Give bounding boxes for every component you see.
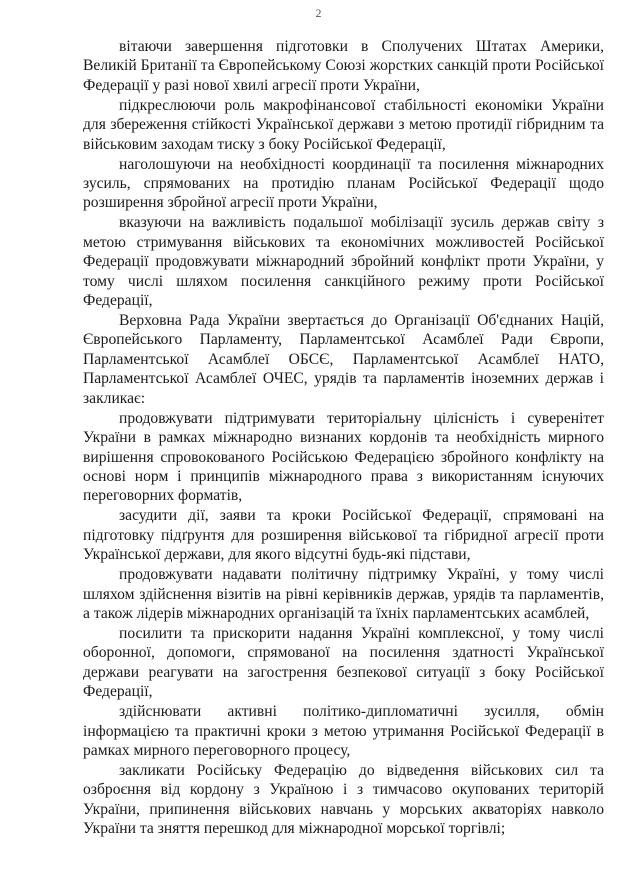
paragraph: засудити дії, заяви та кроки Російської Федерації, спрямовані на підготовку підґрунтя для розширення військової та гібридної агресії проти Української держави, для якого відсутні будь-які підстави, [83,507,604,564]
document-body [83,37,604,839]
paragraph: закликати Російську Федерацію до відведення військових сил та озброєння від кордону з Україною і з тимчасово окупованих територій України, припинення військових навчань у морських акваторіях навколо України та зняття перешкод для міжнародної морської торгівлі; [83,761,604,838]
paragraph: підкреслюючи роль макрофінансової стабільності економіки України для збереження стійкості Української держави з метою протидії гібридним та військовим заходам тиску з боку Російської Федерації, [83,96,604,153]
page-number: 2 [315,6,322,20]
paragraph: Верховна Рада України звертається до Організації Об'єднаних Націй, Європейського Парламенту, Парламентської Асамблеї Ради Європи, Парламентської Асамблеї ОБСЄ, Парламентської Асамблеї НАТО, Парламентської Асамблеї ОЧЕС, урядів та парламентів іноземних держав і закликає: [83,312,604,407]
paragraph: посилити та прискорити надання Україні комплексної, у тому числі оборонної, допомоги, спрямованої на посилення здатності Української держави реагувати на загострення безпекової ситуації з боку Російської Федерації, [83,624,604,701]
paragraph: наголошуючи на необхідності координації та посилення міжнародних зусиль, спрямованих на протидію планам Російської Федерації щодо розширення збройної агресії проти України, [83,155,604,212]
paragraph: продовжувати підтримувати територіальну цілісність і суверенітет України в рамках міжнародно визнаних кордонів та необхідність мирного вирішення спровокованого Російською Федерацією збройного конфлікту на основі норм і принципів міжнародного права з використанням існуючих переговорних форматів, [83,409,604,505]
paragraph: вказуючи на важливість подальшої мобілізації зусиль держав світу з метою стримування військових та економічних можливостей Російської Федерації продовжувати міжнародний збройний конфлікт проти України, у тому числі шляхом посилення санкційного режиму проти Російської Федерації, [83,214,604,310]
paragraph: продовжувати надавати політичну підтримку Україні, у тому числі шляхом здійснення візитів на рівні керівників держав, урядів та парламентів, а також лідерів міжнародних організацій та їхніх парламентських асамблей, [83,566,604,622]
paragraph: здійснювати активні політико-дипломатичні зусилля, обмін інформацією та практичні кроки з метою утримання Російської Федерації в рамках мирного переговорного процесу, [83,703,604,759]
paragraph: вітаючи завершення підготовки в Сполучених Штатах Америки, Великій Британії та Європейському Союзі жорстких санкцій проти Російської Федерації у разі нової хвилі агресії проти України, [83,38,604,94]
